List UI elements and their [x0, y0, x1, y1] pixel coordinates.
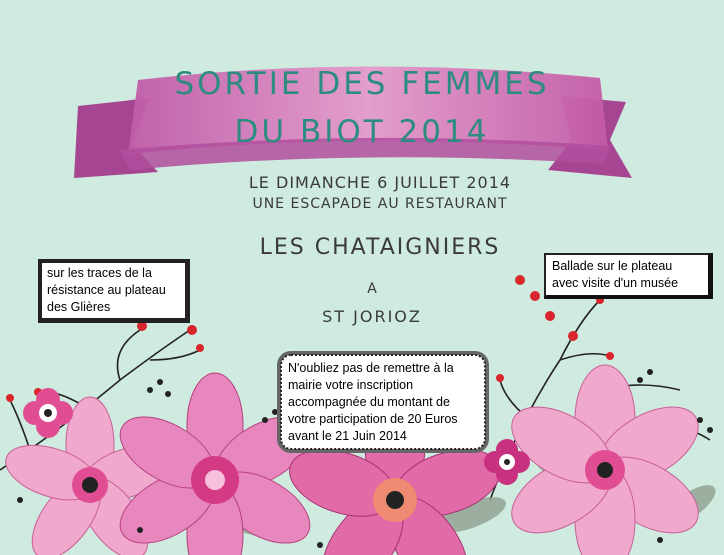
note-line: mairie votre inscription [288, 378, 414, 392]
note-glieres [38, 259, 190, 323]
note-line: avant le 21 Juin 2014 [288, 429, 407, 443]
poster-title-line-2: DU BIOT 2014 [234, 114, 490, 150]
poster-title-line-1: SORTIE DES FEMMES [174, 66, 550, 102]
note-registration [277, 351, 489, 453]
note-line: des Glières [47, 300, 111, 314]
note-walk [544, 253, 713, 299]
note-line: votre participation de 20 Euros [288, 412, 458, 426]
note-line: accompagnée du montant de [288, 395, 450, 409]
event-description: UNE ESCAPADE AU RESTAURANT [252, 196, 508, 212]
town-name: ST JORIOZ [322, 307, 422, 326]
note-line: sur les traces de la [47, 266, 152, 280]
restaurant-name: LES CHATAIGNIERS [259, 235, 501, 260]
note-line: Ballade sur le plateau [552, 259, 673, 273]
event-date: LE DIMANCHE 6 JUILLET 2014 [248, 173, 512, 192]
preposition: A [367, 281, 377, 297]
note-line: résistance au plateau [47, 283, 166, 297]
note-line: avec visite d'un musée [552, 276, 679, 290]
note-line: N'oubliez pas de remettre à la [288, 361, 454, 375]
